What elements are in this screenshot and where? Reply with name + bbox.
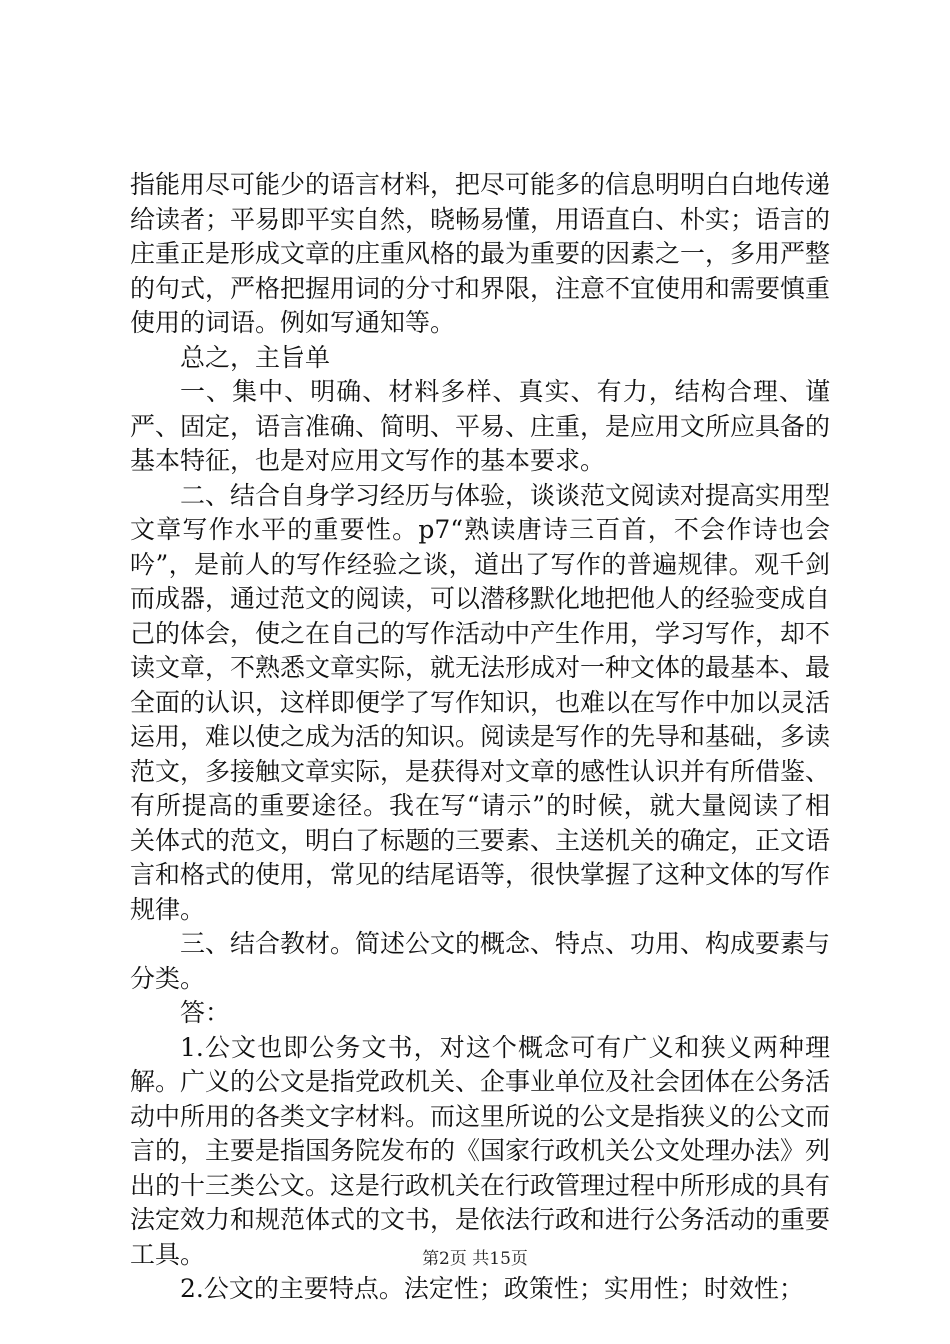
- paragraph-3: 一、集中、明确、材料多样、真实、有力，结构合理、谨严、固定，语言准确、简明、平易、庄重，是应用文所应具备的基本特征，也是对应用文写作的基本要求。: [130, 377, 831, 475]
- paragraph-6: 答：: [180, 998, 231, 1027]
- page-footer: 第2页 共15页: [422, 1249, 528, 1269]
- paragraph-8: 2.公文的主要特点。法定性；政策性；实用性；时效性；: [180, 1274, 804, 1303]
- paragraph-1: 指能用尽可能少的语言材料，把尽可能多的信息明明白白地传递给读者；平易即平实自然，晓畅易懂，用语直白、朴实；语言的庄重正是形成文章的庄重风格的最为重要的因素之一，多用严整的句式，严格把握用词的分寸和界限，注意不宜使用和需要慎重使用的词语。例如写通知等。: [130, 170, 831, 337]
- paragraph-4: 二、结合自身学习经历与体验，谈谈范文阅读对提高实用型文章写作水平的重要性。p7“熟读唐诗三百首，不会作诗也会吟”，是前人的写作经验之谈，道出了写作的普遍规律。观千剑而成器，通过范文的阅读，可以潜移默化地把他人的经验变成自己的体会，使之在自己的写作活动中产生作用，学习写作，却不读文章，不熟悉文章实际，就无法形成对一种文体的最基本、最全面的认识，这样即便学了写作知识，也难以在写作中加以灵活运用，难以使之成为活的知识。阅读是写作的先导和基础，多读范文，多接触文章实际，是获得对文章的感性认识并有所借鉴、有所提高的重要途径。我在写“请示”的时候，就大量阅读了相关体式的范文，明白了标题的三要素、主送机关的确定，正文语言和格式的使用，常见的结尾语等，很快掌握了这种文体的写作规律。: [130, 480, 831, 924]
- paragraph-2: 总之，主旨单: [180, 342, 331, 372]
- paragraph-7: 1.公文也即公务文书，对这个概念可有广义和狭义两种理解。广义的公文是指党政机关、企事业单位及社会团体在公务活动中所用的各类文字材料。而这里所说的公文是指狭义的公文而言的，主要是指国务院发布的《国家行政机关公文处理办法》列出的十三类公文。这是行政机关在行政管理过程中所形成的具有法定效力和规范体式的文书，是依法行政和进行公务活动的重要工具。: [130, 1032, 831, 1269]
- document-body: [130, 168, 830, 1307]
- paragraph-5: 三、结合教材。简述公文的概念、特点、功用、构成要素与分类。: [130, 929, 831, 993]
